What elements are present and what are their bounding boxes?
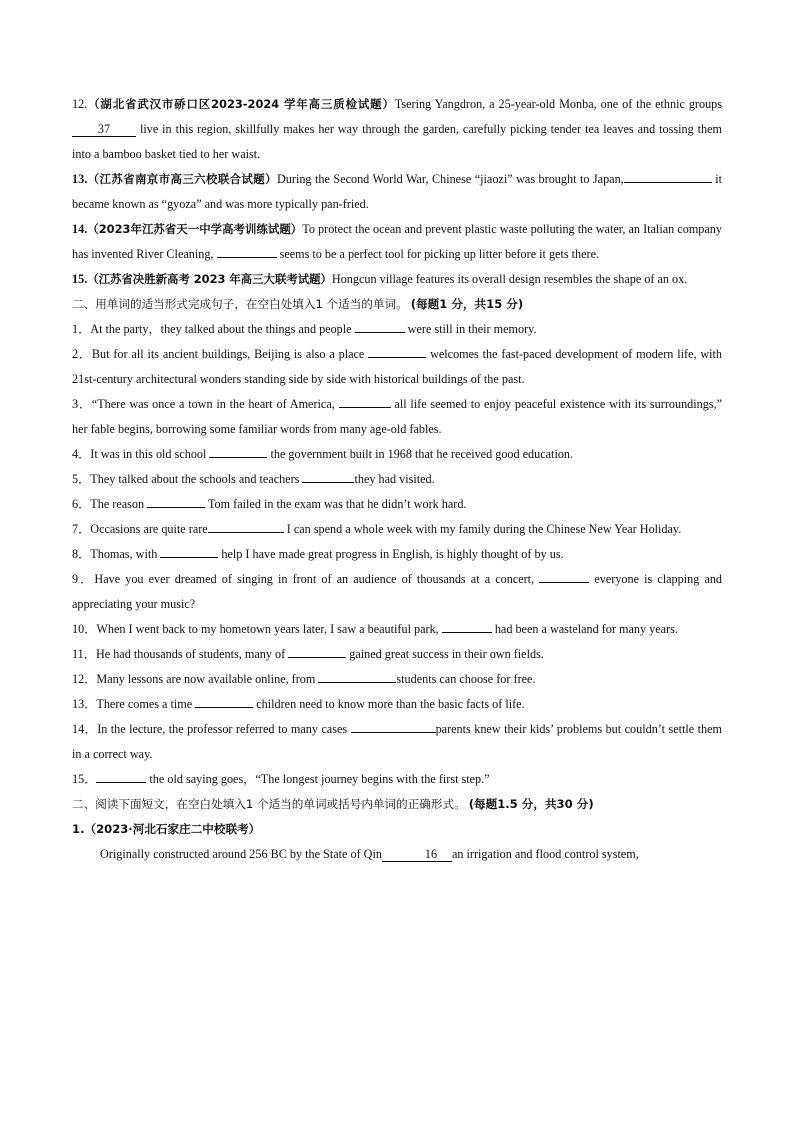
item-number: 10． [72,622,97,636]
passage-sentence: Originally constructed around 256 BC by the State of Qin [100,847,382,861]
passage-source: 1.（2023·河北石家庄二中校联考） [72,822,261,836]
item-number: 1． [72,322,91,336]
item-text: were still in their memory. [407,322,537,336]
item-text: all life seemed to enjoy peaceful existence with its surroundings,” her fable begins, borrowing some familiar words from many age-old fables. [72,397,723,436]
item-text: the government built in 1968 that he received good education. [270,447,574,461]
item-text: Have you ever dreamed of singing in front of an audience of thousands at a concert, [94,572,535,586]
question-number: 15. [72,272,88,286]
item-text: He had thousands of students, many of [95,647,286,661]
exercise-item [72,342,722,392]
answer-blank[interactable] [147,493,205,508]
item-number: 12． [72,672,97,686]
exercise-item [72,717,722,767]
answer-blank[interactable] [302,468,354,483]
section-score: (每题1 分，共15 分) [410,297,524,311]
section-title: 二、用单词的适当形式完成句子，在空白处填入1 个适当的单词。 [72,297,408,311]
answer-blank[interactable] [539,568,589,583]
item-text: When I went back to my hometown years later, I saw a beautiful park, [96,622,439,636]
exercise-item [72,542,722,567]
question-number: 14. [72,222,88,236]
question-text: To protect the ocean and prevent plastic waste polluting the water, an Italian company has invented River Cleaning, [72,222,722,261]
answer-blank[interactable] [288,643,346,658]
answer-blank[interactable] [217,243,277,258]
section-heading [72,292,722,317]
item-text: In the lecture, the professor referred to many cases [97,722,348,736]
exercise-item [72,667,722,692]
exercise-item [72,692,722,717]
question-text: Tsering Yangdron, a 25-year-old Monba, one of the ethnic groups [394,97,722,111]
exercise-item [72,442,722,467]
item-text: welcomes the fast-paced development of modern life, with 21st-century architectural wonders standing side by side with historical buildings of the past. [72,347,723,386]
question-text: Hongcun village features its overall design resembles the shape of an ox. [331,272,688,286]
answer-blank[interactable] [208,518,284,533]
item-text: At the party，they talked about the things and people [90,322,352,336]
question-12 [72,92,722,167]
item-number: 13． [72,697,97,711]
item-number: 14． [72,722,98,736]
answer-blank[interactable] [160,543,218,558]
exercise-item [72,317,722,342]
item-number: 11． [72,647,96,661]
answer-blank[interactable]: 16 [382,847,452,862]
item-number: 7． [72,522,91,536]
exercise-item [72,767,722,792]
passage-title [72,817,722,842]
item-text: “There was once a town in the heart of America, [91,397,335,411]
item-text: everyone is clapping and appreciating your music? [72,572,723,611]
item-text: had been a wasteland for many years. [494,622,678,636]
item-text: The reason [90,497,145,511]
item-text: students can choose for free. [396,672,536,686]
item-number: 8． [72,547,91,561]
answer-blank[interactable] [368,343,426,358]
question-text: During the Second World War, Chinese “jiaozi” was brought to Japan, [276,172,624,186]
question-source: （江苏省南京市高三六校联合试题） [87,172,277,186]
answer-blank[interactable] [195,693,253,708]
exercise-item [72,467,722,492]
item-text: Many lessons are now available online, from [96,672,316,686]
item-number: 9． [72,572,95,586]
question-13 [72,167,722,217]
item-number: 6． [72,497,91,511]
question-source: （江苏省决胜新高考 2023 年高三大联考试题） [87,272,332,286]
question-14 [72,217,722,267]
item-text: I can spend a whole week with my family during the Chinese New Year Holiday. [286,522,682,536]
item-text: gained great success in their own fields. [349,647,544,661]
answer-blank[interactable] [351,718,436,733]
answer-blank[interactable] [339,393,391,408]
section-heading [72,792,722,817]
question-15 [72,267,722,292]
item-text: help I have made great progress in English, is highly thought of by us. [221,547,564,561]
item-text: they had visited. [354,472,435,486]
exercise-item [72,567,722,617]
item-text: Tom failed in the exam was that he didn’t work hard. [207,497,467,511]
answer-blank[interactable] [209,443,267,458]
item-text: the old saying goes，“The longest journey begins with the first step.” [149,772,490,786]
item-text: children need to know more than the basic facts of life. [256,697,525,711]
answer-blank[interactable] [318,668,396,683]
answer-blank[interactable]: 37 [72,122,136,137]
item-text: There comes a time [96,697,193,711]
item-text: It was in this old school [90,447,207,461]
question-number: 13. [72,172,88,186]
question-source: （湖北省武汉市硚口区2023-2024 学年高三质检试题） [87,97,395,111]
item-number: 2． [72,347,92,361]
section-title: 二、阅读下面短文，在空白处填入1 个适当的单词或括号内单词的正确形式。 [72,797,466,811]
item-text: Occasions are quite rare [90,522,208,536]
item-number: 3． [72,397,92,411]
item-number: 4． [72,447,91,461]
question-text: live in this region, skillfully makes her way through the garden, carefully picking tender tea leaves and tossing them into a bamboo basket tied to her waist. [72,122,723,161]
exercise-item [72,492,722,517]
item-text: But for all its ancient buildings, Beijing is also a place [91,347,365,361]
answer-blank[interactable] [442,618,492,633]
item-text: They talked about the schools and teachers [90,472,300,486]
section-score: (每题1.5 分，共30 分) [468,797,594,811]
document-page [72,92,722,867]
item-text: Thomas, with [90,547,158,561]
answer-blank[interactable] [624,168,712,183]
exercise-item [72,517,722,542]
answer-blank[interactable] [355,318,405,333]
exercise-item [72,392,722,442]
item-number: 5． [72,472,91,486]
item-number: 15． [72,772,97,786]
exercise-item [72,642,722,667]
item-text: parents knew their kids’ problems but couldn’t settle them in a correct way. [72,722,723,761]
passage-text [72,842,722,867]
question-text: seems to be a perfect tool for picking up litter before it gets there. [279,247,600,261]
answer-blank[interactable] [96,768,146,783]
question-text: it became known as “gyoza” and was more typically pan-fried. [72,172,722,211]
question-number: 12. [72,97,88,111]
passage-sentence: an irrigation and flood control system, [451,847,639,861]
question-source: （2023年江苏省天一中学高考训练试题） [87,222,303,236]
exercise-item [72,617,722,642]
